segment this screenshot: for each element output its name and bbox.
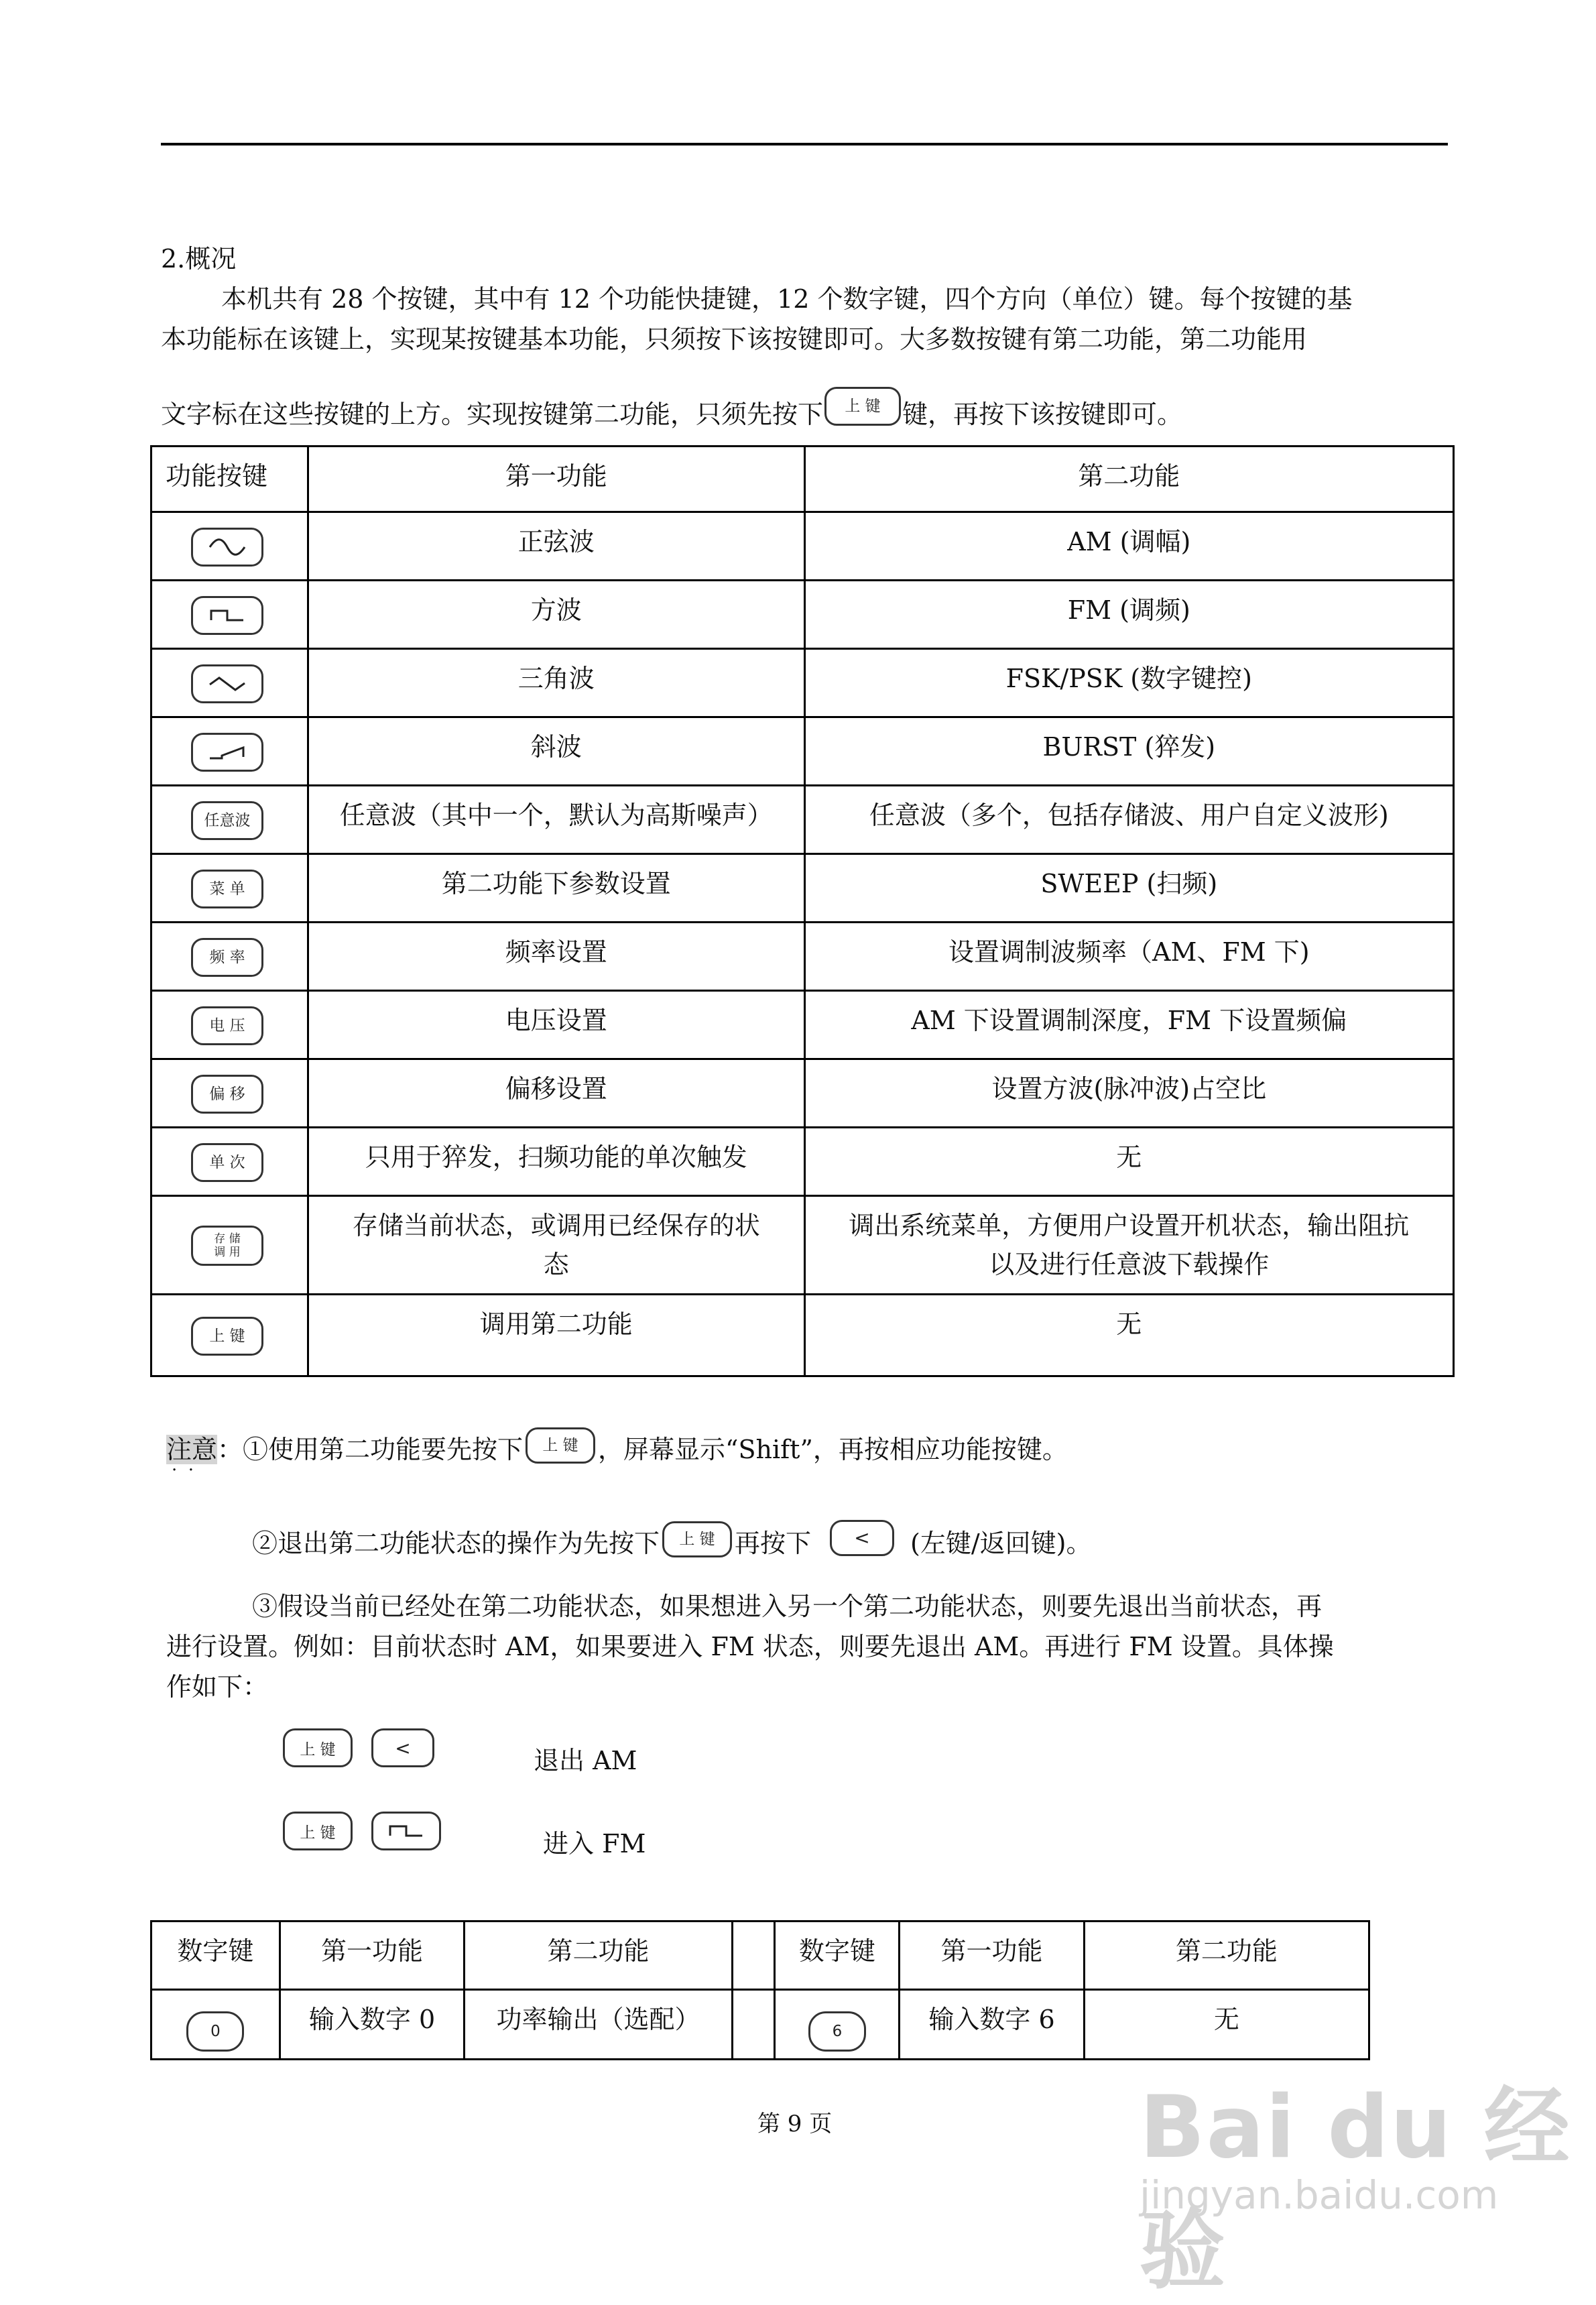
ramp-wave-icon <box>207 742 247 762</box>
second-function-cell: 调出系统菜单，方便用户设置开机状态，输出阻抗 以及进行任意波下载操作 <box>804 1196 1453 1295</box>
spacer-cell <box>732 1990 775 2060</box>
shift-key-icon: 上 键 <box>283 1728 353 1767</box>
table-row <box>151 1128 1454 1196</box>
intro-line-3 <box>161 394 1182 436</box>
note-label: 注意 <box>166 1435 218 1464</box>
header-cell: 功能按键 <box>151 447 308 512</box>
header-rule <box>161 143 1448 145</box>
table-row <box>151 581 1454 649</box>
second-function-cell: 任意波（多个，包括存储波、用户自定义波形) <box>804 786 1453 854</box>
single-trigger-key: 单 次 <box>191 1143 263 1182</box>
table-row <box>151 1295 1454 1376</box>
table-row <box>151 786 1454 854</box>
menu-key: 菜 单 <box>191 870 263 908</box>
first-function-cell: 任意波（其中一个，默认为高斯噪声） <box>308 786 804 854</box>
square-wave-key <box>371 1812 441 1850</box>
sine-wave-key <box>191 528 263 567</box>
second-function-cell: 设置调制波频率（AM、FM 下) <box>804 923 1453 991</box>
table-row <box>151 649 1454 717</box>
enter-fm-label: 进入 FM <box>543 1829 646 1858</box>
first-function-cell: 方波 <box>308 581 804 649</box>
intro-line-3-b: 键，再按下该按键即可。 <box>902 400 1183 429</box>
ramp-wave-key <box>191 733 263 772</box>
header-cell: 数字键 <box>151 1922 280 1990</box>
table-row <box>151 991 1454 1059</box>
note-3-line-1: ③假设当前已经处在第二功能状态，如果想进入另一个第二功能状态，则要先退出当前状态，再 <box>252 1592 1323 1621</box>
digit-6-key: 6 <box>808 2011 866 2052</box>
table-row <box>151 512 1454 581</box>
square-wave-key <box>191 596 263 635</box>
table-row <box>151 1196 1454 1295</box>
first-function-cell: 三角波 <box>308 649 804 717</box>
triangle-wave-key <box>191 664 263 703</box>
exit-am-label: 退出 AM <box>534 1746 637 1775</box>
second-function-cell: FM (调频) <box>804 581 1453 649</box>
frequency-key: 频 率 <box>191 938 263 977</box>
second-function-cell: 功率输出（选配） <box>465 1990 732 2060</box>
header-cell: 第二功能 <box>804 447 1453 512</box>
shift-key-icon: 上 键 <box>526 1427 595 1464</box>
spacer-cell <box>732 1922 775 1990</box>
arbitrary-wave-key: 任意波 <box>191 801 263 840</box>
first-function-cell: 频率设置 <box>308 923 804 991</box>
first-function-cell: 输入数字 0 <box>280 1990 465 2060</box>
first-function-cell: 电压设置 <box>308 991 804 1059</box>
first-function-cell: 偏移设置 <box>308 1059 804 1128</box>
square-wave-icon <box>207 605 247 626</box>
second-function-cell: 设置方波(脉冲波)占空比 <box>804 1059 1453 1128</box>
second-function-cell: SWEEP (扫频) <box>804 854 1453 923</box>
table-row <box>151 854 1454 923</box>
sine-wave-icon <box>207 537 247 557</box>
shift-key-icon: 上 键 <box>283 1812 353 1850</box>
first-function-cell: 输入数字 6 <box>900 1990 1085 2060</box>
table-row <box>151 717 1454 786</box>
note-3-line-3: 作如下： <box>166 1672 269 1702</box>
first-function-cell: 调用第二功能 <box>308 1295 804 1376</box>
table-header-row <box>151 447 1454 512</box>
table-row <box>151 1990 1369 2060</box>
first-function-cell: 存储当前状态，或调用已经保存的状 态 <box>308 1196 804 1295</box>
table-row <box>151 923 1454 991</box>
second-function-cell: 无 <box>804 1295 1453 1376</box>
header-cell: 第一功能 <box>280 1922 465 1990</box>
second-function-cell: AM 下设置调制深度，FM 下设置频偏 <box>804 991 1453 1059</box>
watermark-logo: Bai du 经验 <box>1140 2078 1571 2301</box>
square-wave-icon <box>386 1821 426 1841</box>
table-header-row <box>151 1922 1369 1990</box>
shift-key-icon: 上 键 <box>824 387 901 426</box>
section-title: 2.概况 <box>161 244 237 274</box>
number-key-table <box>150 1920 1370 2060</box>
first-function-cell: 只用于猝发，扫频功能的单次触发 <box>308 1128 804 1196</box>
intro-line-3-a: 文字标在这些按键的上方。实现按键第二功能，只须先按下 <box>161 400 824 429</box>
intro-line-2: 本功能标在该键上，实现某按键基本功能，只须按下该按键即可。大多数按键有第二功能，第二功能用 <box>161 324 1308 354</box>
second-function-cell: FSK/PSK (数字键控) <box>804 649 1453 717</box>
watermark-url: jingyan.baidu.com <box>1140 2172 1499 2218</box>
store-recall-key: 存 储 调 用 <box>191 1226 263 1266</box>
triangle-wave-icon <box>207 674 247 694</box>
second-function-cell: AM (调幅) <box>804 512 1453 581</box>
second-function-cell: BURST (猝发) <box>804 717 1453 786</box>
function-key-table <box>150 445 1455 1377</box>
second-function-cell: 无 <box>1084 1990 1369 2060</box>
page-number: 第 9 页 <box>757 2111 833 2137</box>
shift-key: 上 键 <box>191 1317 263 1356</box>
note-1: 注意：①使用第二功能要先按下 上 键 ，屏幕显示“Shift”，再按相应功能按键。 <box>166 1429 1068 1470</box>
note-3-line-2: 进行设置。例如：目前状态时 AM，如果要进入 FM 状态，则要先退出 AM。再进行 FM 设置。具体操 <box>166 1632 1334 1661</box>
left-arrow-key-icon: < <box>371 1728 434 1767</box>
left-arrow-key-icon: < <box>830 1520 894 1556</box>
header-cell: 第二功能 <box>1084 1922 1369 1990</box>
shift-key-icon: 上 键 <box>662 1521 732 1557</box>
header-cell: 第一功能 <box>900 1922 1085 1990</box>
table-row <box>151 1059 1454 1128</box>
digit-0-key: 0 <box>186 2011 244 2052</box>
voltage-key: 电 压 <box>191 1006 263 1045</box>
header-cell: 第一功能 <box>308 447 804 512</box>
first-function-cell: 第二功能下参数设置 <box>308 854 804 923</box>
header-cell: 数字键 <box>775 1922 900 1990</box>
offset-key: 偏 移 <box>191 1075 263 1114</box>
second-function-cell: 无 <box>804 1128 1453 1196</box>
first-function-cell: 正弦波 <box>308 512 804 581</box>
intro-line-1: 本机共有 28 个按键，其中有 12 个功能快捷键，12 个数字键，四个方向（单位）键。每个按键的基 <box>221 284 1353 314</box>
emphasis-dots: · · <box>172 1460 194 1480</box>
first-function-cell: 斜波 <box>308 717 804 786</box>
header-cell: 第二功能 <box>465 1922 732 1990</box>
note-2: ②退出第二功能状态的操作为先按下 上 键 再按下 < (左键/返回键)。 <box>252 1523 1092 1564</box>
